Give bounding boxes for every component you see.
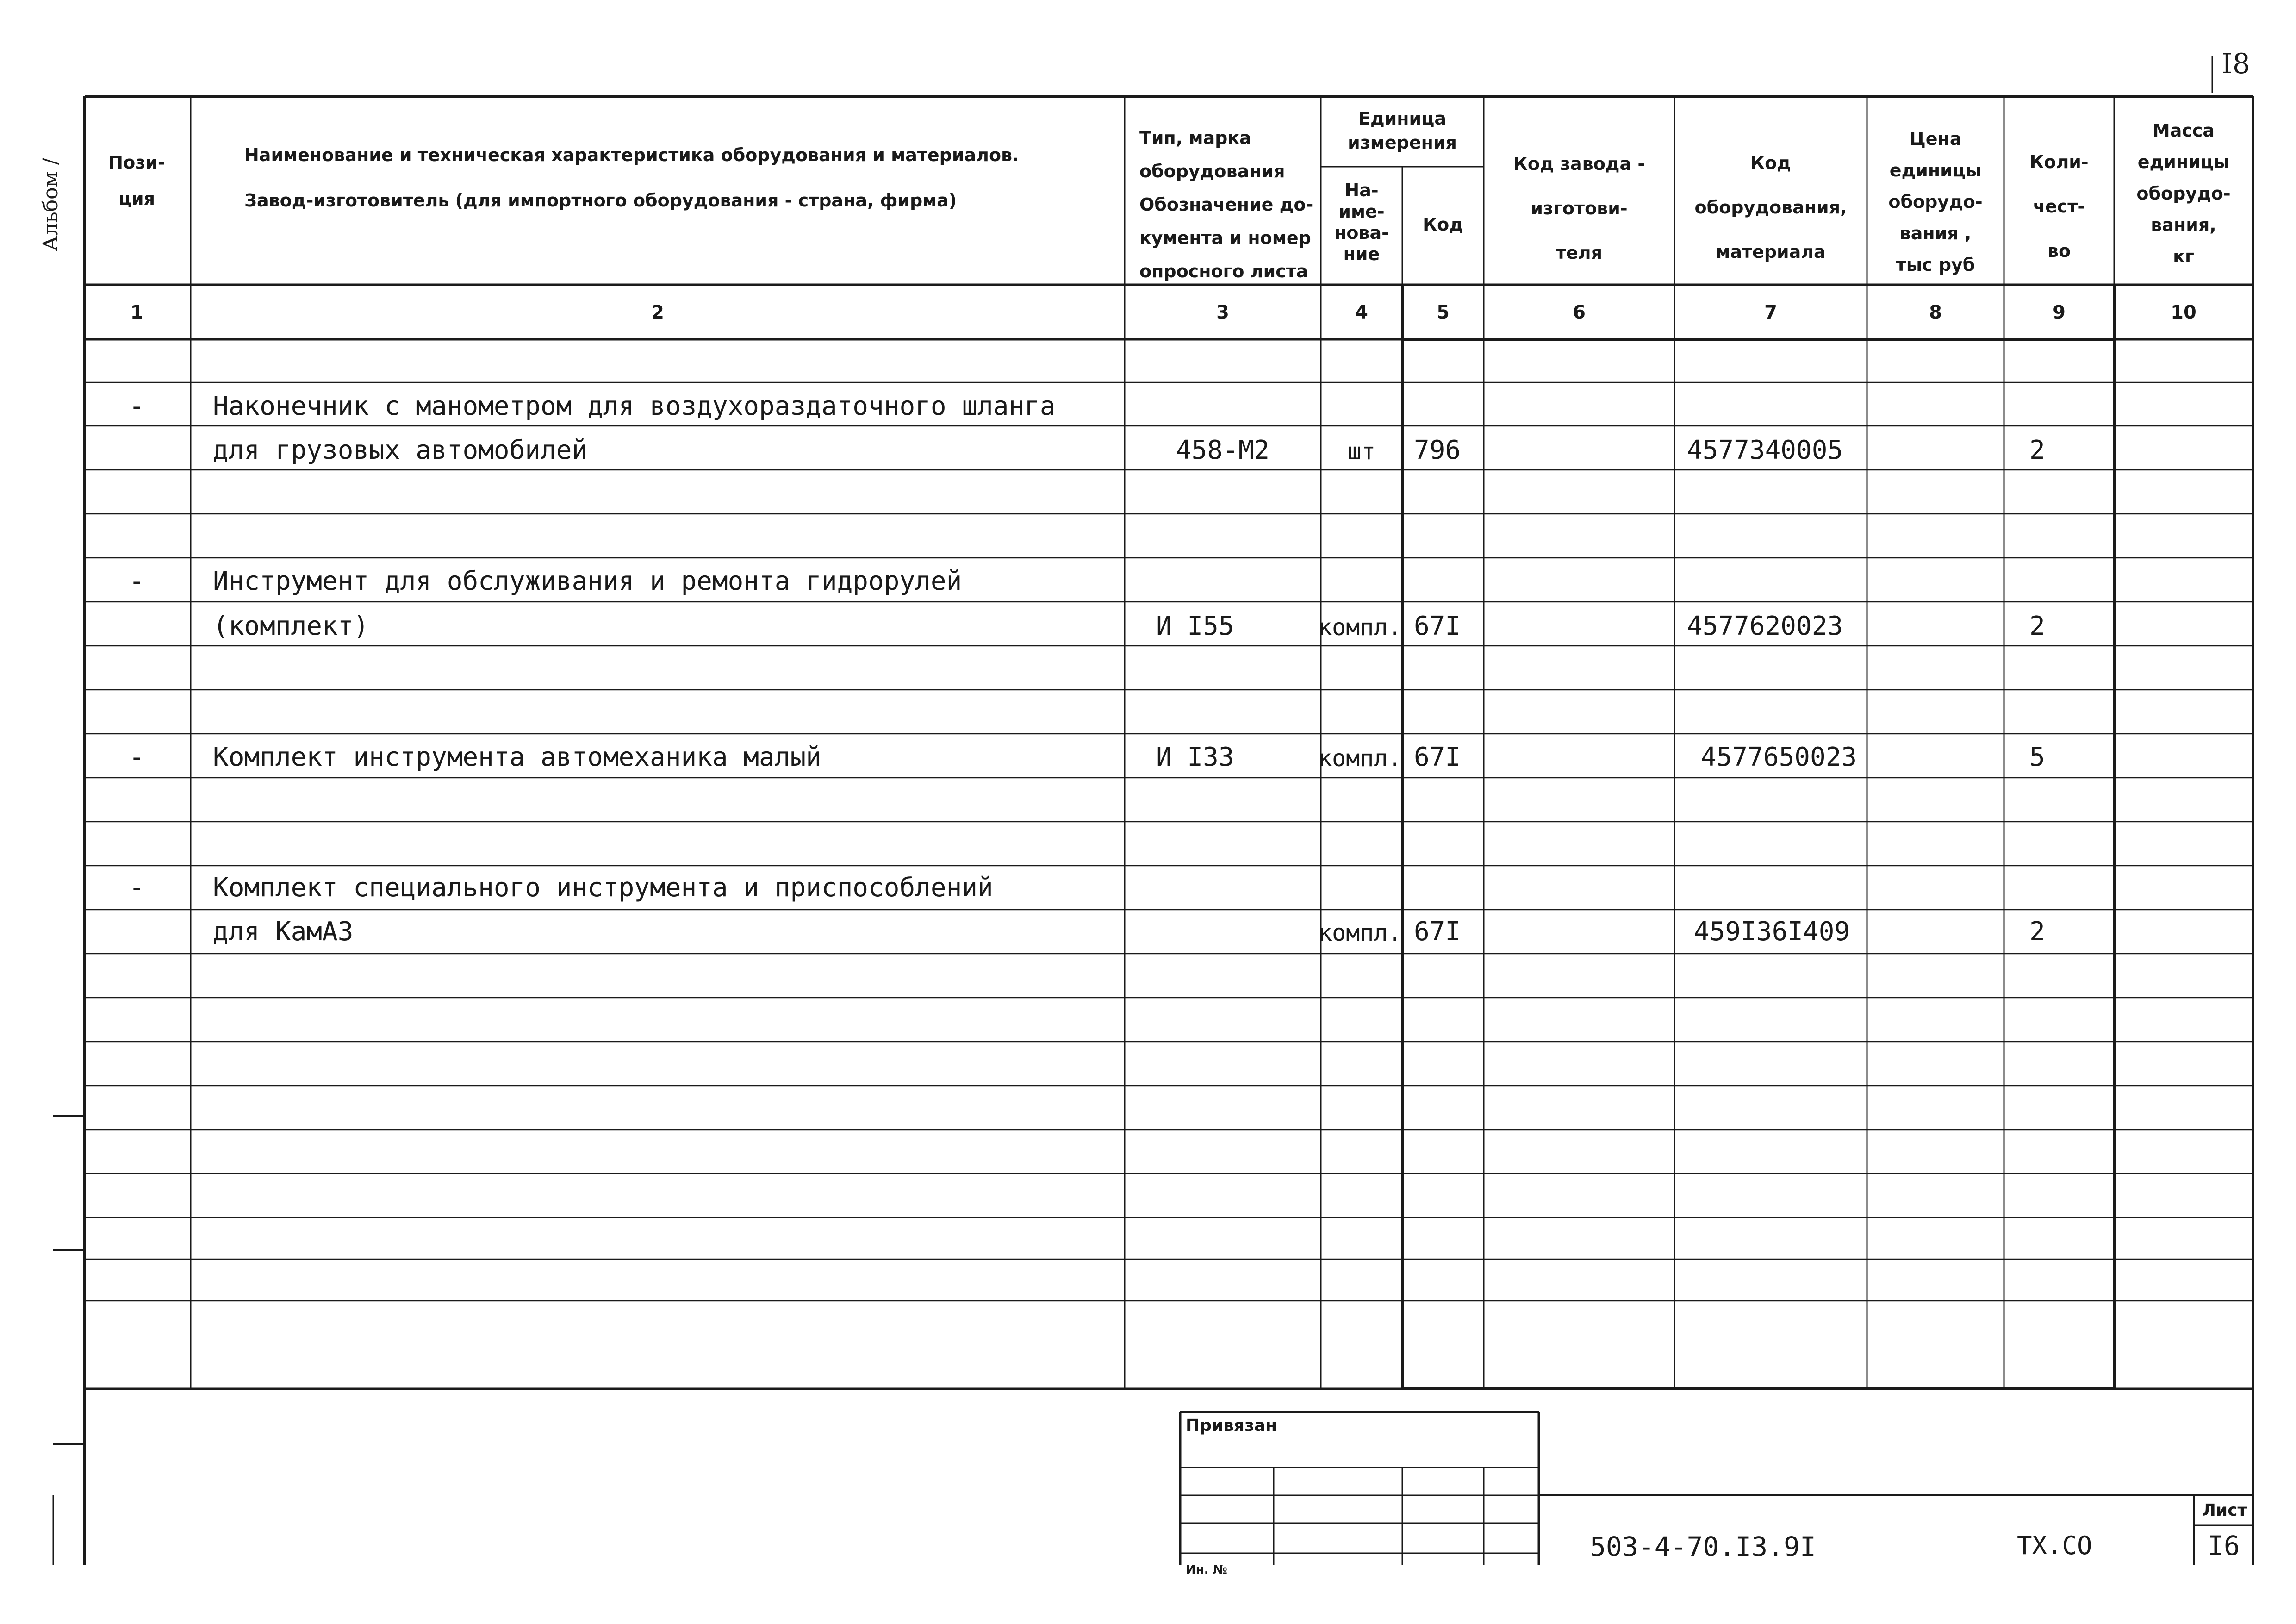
header-maker-code: Код завода - изготови- теля	[1513, 154, 1645, 263]
sheet-number: I6	[2208, 1530, 2240, 1562]
header-price: Цена единицы оборудо- вания , тыс руб	[1888, 129, 1983, 275]
header-equipment-code: Код оборудования, материала	[1694, 153, 1847, 262]
item-position: -	[129, 742, 145, 772]
item-equipment-code: 459I36I409	[1694, 917, 1850, 947]
stamp-inv-label: Ин. №	[1186, 1564, 1227, 1574]
item-name-line: Комплект инструмента автомеханика малый	[213, 742, 821, 772]
column-number: 6	[1573, 302, 1586, 323]
item-name-line: для КамАЗ	[213, 917, 354, 947]
item-quantity: 2	[2029, 611, 2045, 641]
item-position: -	[129, 566, 145, 596]
column-number: 9	[2053, 302, 2066, 323]
sheet-label: Лист	[2202, 1501, 2247, 1520]
album-label: Альбом /	[39, 158, 62, 251]
page-number: I8	[2221, 48, 2250, 80]
column-number: 1	[130, 302, 143, 323]
header-mass: Масса единицы оборудо- вания, кг	[2136, 120, 2231, 267]
item-position: -	[129, 391, 145, 421]
item-unit-code: 67I	[1414, 742, 1461, 772]
column-number: 8	[1929, 302, 1942, 323]
header-name: Наименование и техническая характеристика оборудования и материалов. Завод-изготовитель (для импортного оборудования - страна, фирма)	[244, 145, 1019, 211]
column-number: 3	[1216, 302, 1229, 323]
item-type: И I55	[1156, 611, 1234, 641]
header-position: Пози- ция	[108, 152, 165, 209]
item-name-line: Наконечник с манометром для воздухораздаточного шланга	[213, 391, 1056, 421]
item-equipment-code: 4577620023	[1687, 611, 1843, 641]
header-type: Тип, марка оборудования Обозначение до- кумента и номер опросного листа	[1139, 128, 1313, 281]
item-type: 458-М2	[1176, 435, 1270, 465]
column-number: 2	[651, 302, 664, 323]
header-unit-name: На- име- нова- ние	[1334, 180, 1389, 264]
column-number: 4	[1355, 302, 1368, 323]
item-name-line: Комплект специального инструмента и приспособлений	[213, 873, 993, 903]
item-unit: компл.	[1318, 745, 1402, 772]
item-name-line: (комплект)	[213, 611, 369, 641]
item-unit-code: 67I	[1414, 611, 1461, 641]
column-number: 5	[1437, 302, 1450, 323]
header-unit-group: Единица измерения	[1348, 108, 1457, 153]
item-name-line: Инструмент для обслуживания и ремонта гидрорулей	[213, 566, 962, 596]
item-position: -	[129, 873, 145, 903]
item-quantity: 5	[2029, 742, 2045, 772]
item-equipment-code: 4577650023	[1701, 742, 1857, 772]
item-name-line: для грузовых автомобилей	[213, 435, 588, 465]
item-unit: шт	[1347, 438, 1376, 465]
item-unit: компл.	[1318, 614, 1402, 641]
item-type: И I33	[1156, 742, 1234, 772]
document-section: ТХ.СО	[2017, 1531, 2092, 1560]
document-code: 503-4-70.I3.9I	[1590, 1531, 1816, 1562]
item-quantity: 2	[2029, 435, 2045, 465]
header-quantity: Коли- чест- во	[2029, 152, 2089, 261]
item-quantity: 2	[2029, 917, 2045, 947]
item-equipment-code: 4577340005	[1687, 435, 1843, 465]
item-unit: компл.	[1318, 919, 1402, 946]
column-number: 10	[2171, 302, 2196, 323]
item-unit-code: 67I	[1414, 917, 1461, 947]
stamp-tied-label: Привязан	[1186, 1416, 1277, 1435]
column-number: 7	[1764, 302, 1777, 323]
item-unit-code: 796	[1414, 435, 1461, 465]
header-unit-code: Код	[1423, 214, 1463, 235]
